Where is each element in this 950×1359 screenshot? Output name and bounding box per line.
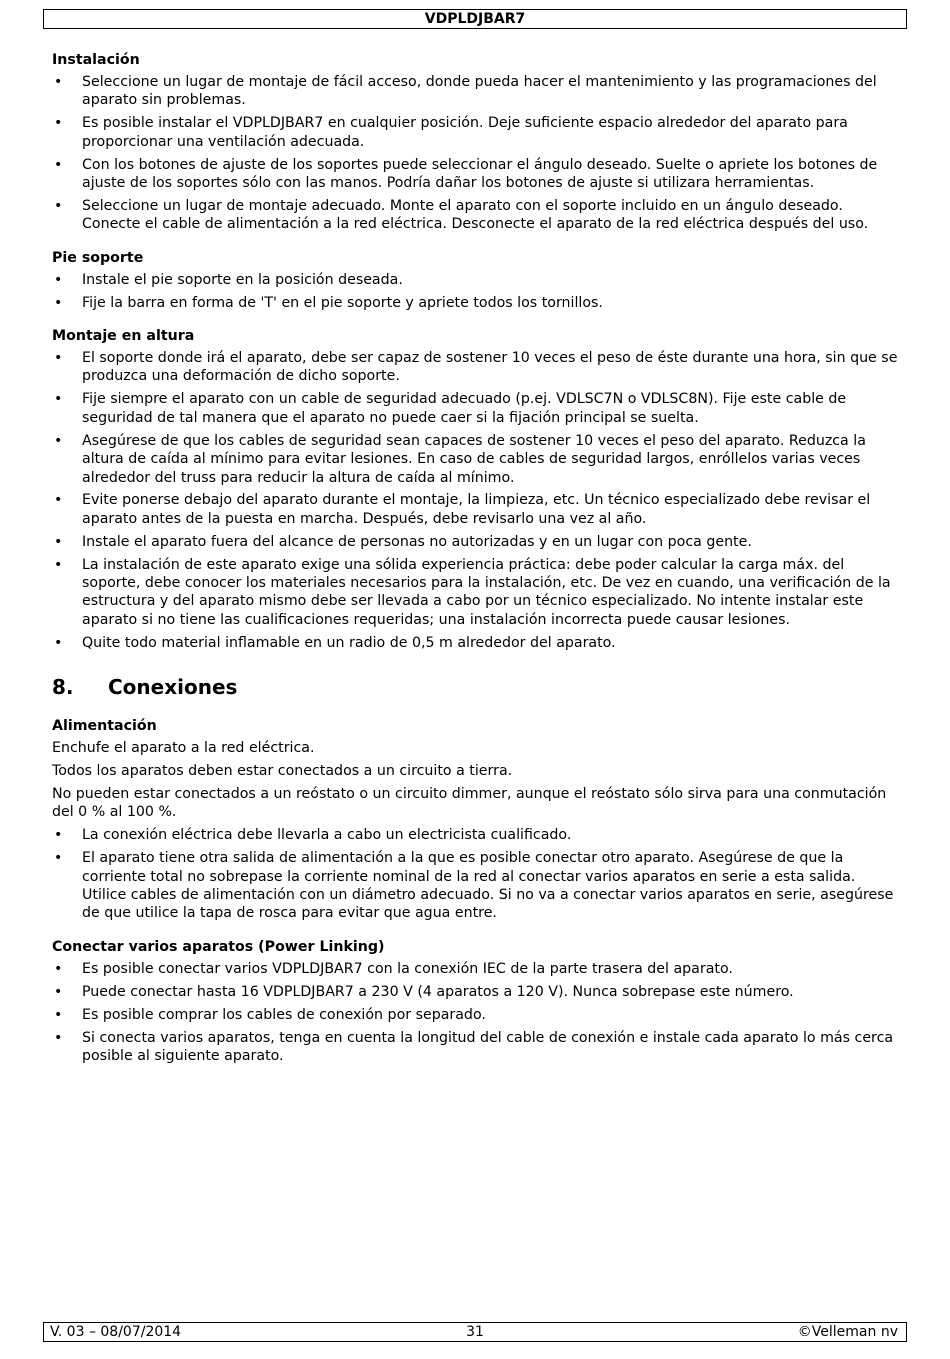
list-item: • Instale el pie soporte en la posición deseada.	[52, 271, 902, 289]
list-item: • Fije siempre el aparato con un cable de seguridad adecuado (p.ej. VDLSC7N o VDLSC8N). Fije este cable de seguridad de tal manera que el aparato no puede caer si la fijación principal se suelta.	[52, 390, 902, 427]
list-item: • Fije la barra en forma de 'T' en el pie soporte y apriete todos los tornillos.	[52, 294, 902, 312]
page-header	[43, 9, 907, 29]
paragraph: Enchufe el aparato a la red eléctrica.	[52, 740, 315, 757]
section-heading: Pie soporte	[52, 249, 144, 266]
page-footer	[43, 1322, 907, 1342]
list-item: • Instale el aparato fuera del alcance de personas no autorizadas y en un lugar con poca gente.	[52, 533, 902, 551]
section-heading: Montaje en altura	[52, 328, 195, 345]
list-item: • Es posible conectar varios VDPLDJBAR7 con la conexión IEC de la parte trasera del aparato.	[52, 960, 902, 978]
footer-copyright: ©Velleman nv	[797, 1324, 898, 1340]
list-item: • Seleccione un lugar de montaje adecuado. Monte el aparato con el soporte incluido en un ángulo deseado. Conecte el cable de alimentación a la red eléctrica. Desconecte el aparato de la red eléctrica después del uso.	[52, 197, 902, 234]
list-item: • El aparato tiene otra salida de alimentación a la que es posible conectar otro aparato. Asegúrese de que la corriente total no sobrepase la corriente nominal de la red al conectar varios aparatos en serie a esta salida. Utilice cables de alimentación con un diámetro adecuado. Si no va a conectar varios aparatos en serie, asegúrese de que utilice la tapa de rosca para evitar que agua entre.	[52, 849, 902, 923]
list-item: • Es posible comprar los cables de conexión por separado.	[52, 1006, 902, 1024]
header-title: VDPLDJBAR7	[424, 11, 526, 27]
bullet-list	[52, 960, 902, 1066]
section-heading: Instalación	[52, 52, 140, 68]
list-item: • Asegúrese de que los cables de seguridad sean capaces de sostener 10 veces el peso del aparato. Reduzca la altura de caída al mínimo para evitar lesiones. En caso de cables de seguridad largos, enróllelos varias veces alrededor del truss para reducir la altura de caída al mínimo.	[52, 432, 902, 487]
bullet-list	[52, 73, 902, 234]
list-item: • Evite ponerse debajo del aparato durante el montaje, la limpieza, etc. Un técnico especializado debe revisar el aparato antes de la puesta en marcha. Después, debe revisarlo una vez al año.	[52, 491, 902, 528]
footer-page-number: 31	[466, 1324, 484, 1340]
bullet-list	[52, 271, 902, 312]
section-heading: Alimentación	[52, 718, 157, 735]
bullet-list	[52, 826, 902, 923]
list-item: • Quite todo material inflamable en un radio de 0,5 m alrededor del aparato.	[52, 634, 902, 652]
document-body	[52, 50, 902, 1079]
list-item: • Es posible instalar el VDPLDJBAR7 en cualquier posición. Deje suficiente espacio alrededor del aparato para proporcionar una ventilación adecuada.	[52, 114, 902, 151]
section-heading: Conectar varios aparatos (Power Linking)	[52, 938, 385, 955]
paragraph: Todos los aparatos deben estar conectados a un circuito a tierra.	[52, 763, 513, 780]
list-item: • La conexión eléctrica debe llevarla a cabo un electricista cualificado.	[52, 826, 902, 844]
list-item: • Seleccione un lugar de montaje de fácil acceso, donde pueda hacer el mantenimiento y las programaciones del aparato sin problemas.	[52, 73, 902, 110]
list-item: • La instalación de este aparato exige una sólida experiencia práctica: debe poder calcular la carga máx. del soporte, debe conocer los materiales necesarios para la instalación, etc. De vez en cuando, una verificación de la estructura y del aparato mismo debe ser llevada a cabo por un técnico especializado. No intente instalar este aparato si no tiene las cualificaciones requeridas; una instalación incorrecta puede causar lesiones.	[52, 556, 902, 630]
chapter-title: Conexiones	[108, 675, 238, 700]
section-instalacion	[52, 50, 902, 234]
list-item: • Si conecta varios aparatos, tenga en cuenta la longitud del cable de conexión e instale cada aparato lo más cerca posible al siguiente aparato.	[52, 1029, 902, 1066]
section-pie-soporte	[52, 248, 902, 312]
list-item: • Con los botones de ajuste de los soportes puede seleccionar el ángulo deseado. Suelte o apriete los botones de ajuste de los soportes sólo con las manos. Podría dañar los botones de ajuste si utilizara herramientas.	[52, 156, 902, 193]
chapter-number: 8.	[52, 675, 74, 700]
paragraph: No pueden estar conectados a un reóstato o un circuito dimmer, aunque el reóstato sólo sirva para una conmutación del 0 % al 100 %.	[52, 785, 887, 821]
list-item: • El soporte donde irá el aparato, debe ser capaz de sostener 10 veces el peso de éste durante una hora, sin que se produzca una deformación de dicho soporte.	[52, 349, 902, 386]
bullet-list	[52, 349, 902, 652]
section-alimentacion	[52, 716, 902, 923]
chapter-heading	[52, 674, 902, 700]
section-power-linking	[52, 937, 902, 1066]
section-montaje-altura	[52, 326, 902, 652]
footer-version: V. 03 – 08/07/2014	[50, 1324, 182, 1340]
list-item: • Puede conectar hasta 16 VDPLDJBAR7 a 230 V (4 aparatos a 120 V). Nunca sobrepase este número.	[52, 983, 902, 1001]
